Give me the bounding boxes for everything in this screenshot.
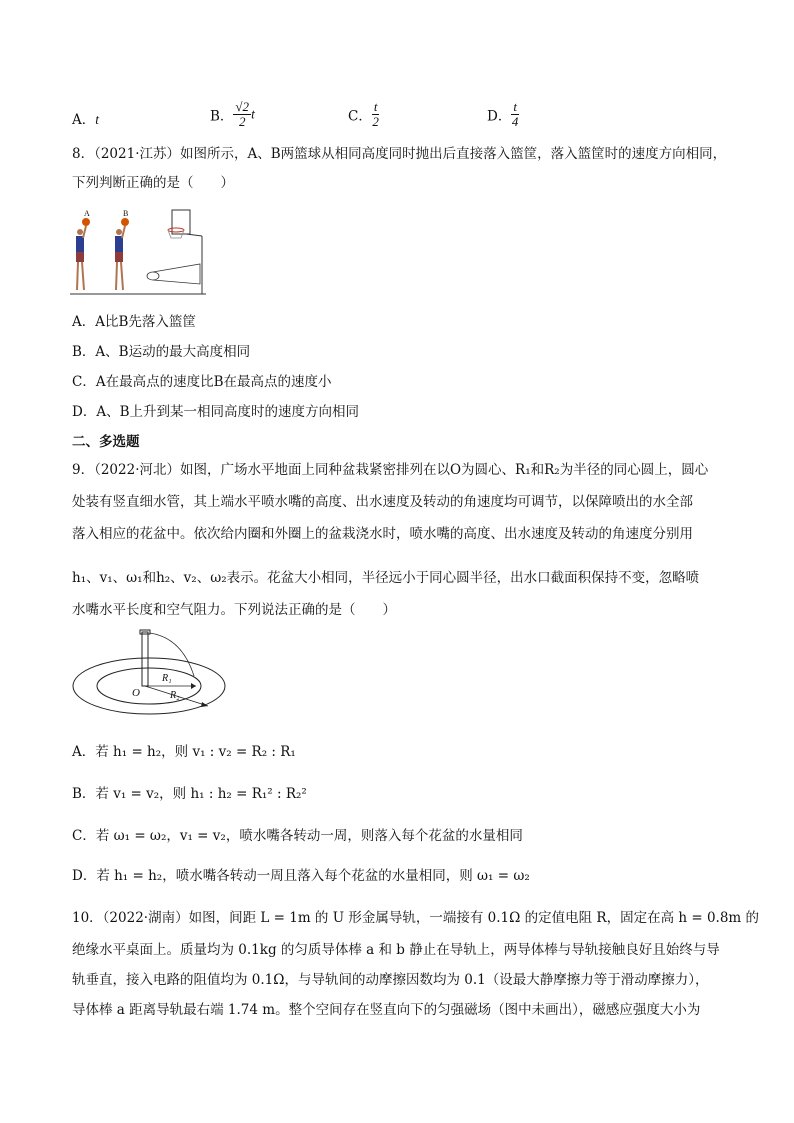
label-b: B [123, 209, 129, 218]
q9-stem-line4: h₁、v₁、ω₁和h₂、v₂、ω₂表示。花盆大小相同，半径远小于同心圆半径，出水口截面积保持不变，忽略喷 [72, 570, 700, 586]
q9-option-c: C．若 ω₁ = ω₂，v₁ = v₂，喷水嘴各转动一周，则落入每个花盆的水量相同 [72, 828, 523, 844]
q10-stem-line4: 导体棒 a 距离导轨最右端 1.74 m。整个空间存在竖直向下的匀强磁场（图中未画出），磁感应强度大小为 [72, 1002, 701, 1018]
q7-option-c: C． $\frac{t}{2}$ [348, 99, 379, 129]
q7-option-a: A．t [72, 112, 100, 128]
q9-stem-line2: 处装有竖直细水管，其上端水平喷水嘴的高度、出水速度及转动的角速度均可调节，以保障喷出的水全部 [72, 494, 693, 510]
section-heading: 二、多选题 [72, 434, 140, 450]
q7-option-d: D． $\frac{t}{4}$ [487, 99, 519, 129]
q9-option-a: A．若 h₁ = h₂，则 v₁ : v₂ = R₂ : R₁ [72, 744, 296, 760]
q10-stem-line1: 10．（2022·湖南）如图，间距 L = 1m 的 U 形金属导轨，一端接有 0.1Ω 的定值电阻 R，固定在高 h = 0.8m 的 [72, 910, 760, 926]
q10-stem-line2: 绝缘水平桌面上。质量均为 0.1kg 的匀质导体棒 a 和 b 静止在导轨上，两导体棒与导轨接触良好且始终与导 [72, 942, 720, 958]
label-o: O [132, 687, 140, 699]
q9-option-d: D．若 h₁ = h₂，喷水嘴各转动一周且落入每个花盆的水量相同，则 ω₁ = ω₂ [72, 868, 530, 884]
q8-stem-line2: 下列判断正确的是（ ） [72, 175, 234, 191]
basketball-figure [66, 206, 212, 298]
q8-option-c: C．A在最高点的速度比B在最高点的速度小 [72, 374, 332, 390]
q8-option-b: B．A、B运动的最大高度相同 [72, 344, 251, 360]
label-r2: R₂ [170, 690, 180, 701]
label-r1: R₁ [162, 673, 172, 684]
q9-stem-line1: 9．（2022·河北）如图，广场水平地面上同种盆栽紧密排列在以O为圆心、R₁和R₂为半径的同心圆上，圆心 [72, 462, 709, 478]
q9-option-b: B．若 v₁ = v₂，则 h₁ : h₂ = R₁² : R₂² [72, 786, 307, 802]
label-a: A [84, 209, 90, 218]
concentric-circles-figure [72, 628, 228, 716]
q8-option-d: D．A、B上升到某一相同高度时的速度方向相同 [72, 404, 359, 420]
q10-stem-line3: 轨垂直，接入电路的阻值均为 0.1Ω，与导轨间的动摩擦因数均为 0.1（设最大静摩擦力等于滑动摩擦力）， [72, 972, 709, 988]
q9-stem-line3: 落入相应的花盆中。依次给内圈和外圈上的盆栽浇水时，喷水嘴的高度、出水速度及转动的角速度分别用 [72, 526, 693, 542]
q8-option-a: A．A比B先落入篮筐 [72, 314, 196, 330]
q8-stem-line1: 8．（2021·江苏）如图所示，A、B两篮球从相同高度同时抛出后直接落入篮筐，落入篮筐时的速度方向相同， [72, 146, 727, 162]
q9-stem-line5: 水嘴水平长度和空气阻力。下列说法正确的是（ ） [72, 602, 396, 618]
q7-option-b: B． $\frac{√2}{2}$ t [210, 99, 255, 129]
